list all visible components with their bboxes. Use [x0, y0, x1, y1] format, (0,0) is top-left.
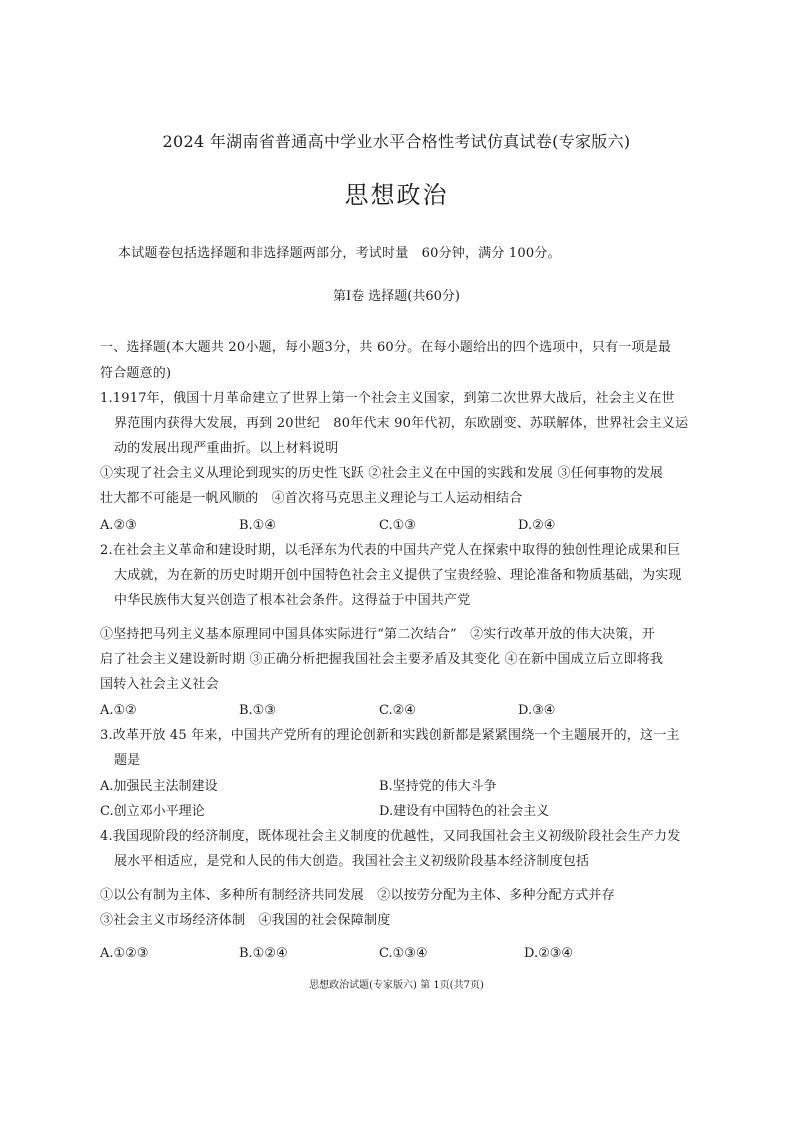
option-b[interactable]: B.①②④	[239, 946, 288, 961]
page-footer: 思想政治试题(专家版六) 第 1页(共7页)	[309, 980, 484, 991]
option-d[interactable]: D.③④	[518, 703, 556, 718]
option-d[interactable]: D.②④	[518, 518, 556, 533]
question-stem-line: 界范围内获得大发展，再到 20世纪 80年代末 90年代初，东欧剧变、苏联解体，世界社会主义运	[114, 416, 689, 431]
question-statement-line: 国转入社会主义社会	[100, 677, 219, 692]
question-stem-line: 大成就，为在新的历史时期开创中国特色社会主义提供了宝贵经验、理论准备和物质基础，为实现	[114, 568, 682, 583]
question-statement-line: 启了社会主义建设新时期 ③正确分析把握我国社会主要矛盾及其变化 ④在新中国成立后立即将我	[100, 652, 664, 667]
question-stem-line: 4.我国现阶段的经济制度，既体现社会主义制度的优越性，又同我国社会主义初级阶段社会生产力发	[100, 829, 681, 844]
question-statement-line: ①实现了社会主义从理论到现实的历史性飞跃 ②社会主义在中国的实践和发展 ③任何事物的发展	[100, 466, 664, 481]
question-stem-line: 1.1917年，俄国十月革命建立了世界上第一个社会主义国家，到第二次世界大战后，社会主义在世	[100, 391, 675, 406]
option-c[interactable]: C.①③④	[379, 946, 428, 961]
option-a[interactable]: A.②③	[100, 518, 137, 533]
option-c[interactable]: C.创立邓小平理论	[100, 804, 205, 819]
option-b[interactable]: B.①④	[239, 518, 276, 533]
option-a[interactable]: A.加强民主法制建设	[100, 779, 218, 794]
exam-title: 2024 年湖南省普通高中学业水平合格性考试仿真试卷(专家版六)	[162, 132, 631, 151]
question-stem-line: 中华民族伟大复兴创造了根本社会条件。这得益于中国共产党	[114, 593, 471, 608]
subject-title: 思想政治	[344, 181, 449, 209]
instructions-line-2: 符合题意的)	[100, 366, 172, 381]
question-stem-line: 动的发展出现严重曲折。以上材料说明	[114, 441, 339, 456]
question-statement-line: 壮大都不可能是一帆风顺的 ④首次将马克思主义理论与工人运动相结合	[100, 491, 523, 506]
option-c[interactable]: C.①③	[379, 518, 416, 533]
option-a[interactable]: A.①②	[100, 703, 137, 718]
question-statement-line: ①以公有制为主体、多种所有制经济共同发展 ②以按劳分配为主体、多种分配方式并存	[100, 888, 615, 903]
option-b[interactable]: B.坚持党的伟大斗争	[379, 779, 497, 794]
question-stem-line: 2.在社会主义革命和建设时期，以毛泽东为代表的中国共产党人在探索中取得的独创性理论成果和巨	[100, 543, 681, 558]
question-statement-line: ①坚持把马列主义基本原理同中国具体实际进行“第二次结合” ②实行改革开放的伟大决策，开	[100, 627, 655, 642]
option-c[interactable]: C.②④	[379, 703, 416, 718]
section-title: 第Ⅰ卷 选择题(共60分)	[333, 289, 460, 304]
instructions-line-1: 一、选择题(本大题共 20小题，每小题3分，共 60分。在每小题给出的四个选项中，只有一项是最	[100, 340, 672, 355]
option-d[interactable]: D.②③④	[524, 946, 574, 961]
option-a[interactable]: A.①②③	[100, 946, 149, 961]
question-stem-line: 题是	[114, 753, 141, 768]
question-stem-line: 展水平相适应，是党和人民的伟大创造。我国社会主义初级阶段基本经济制度包括	[114, 854, 590, 869]
question-stem-line: 3.改革开放 45 年来，中国共产党所有的理论创新和实践创新都是紧紧围绕一个主题展开的，这一主	[100, 728, 680, 743]
option-d[interactable]: D.建设有中国特色的社会主义	[379, 804, 550, 819]
question-statement-line: ③社会主义市场经济体制 ④我国的社会保障制度	[100, 913, 391, 928]
intro-text: 本试题卷包括选择题和非选择题两部分，考试时量 60分钟，满分 100分。	[118, 246, 561, 261]
option-b[interactable]: B.①③	[239, 703, 276, 718]
